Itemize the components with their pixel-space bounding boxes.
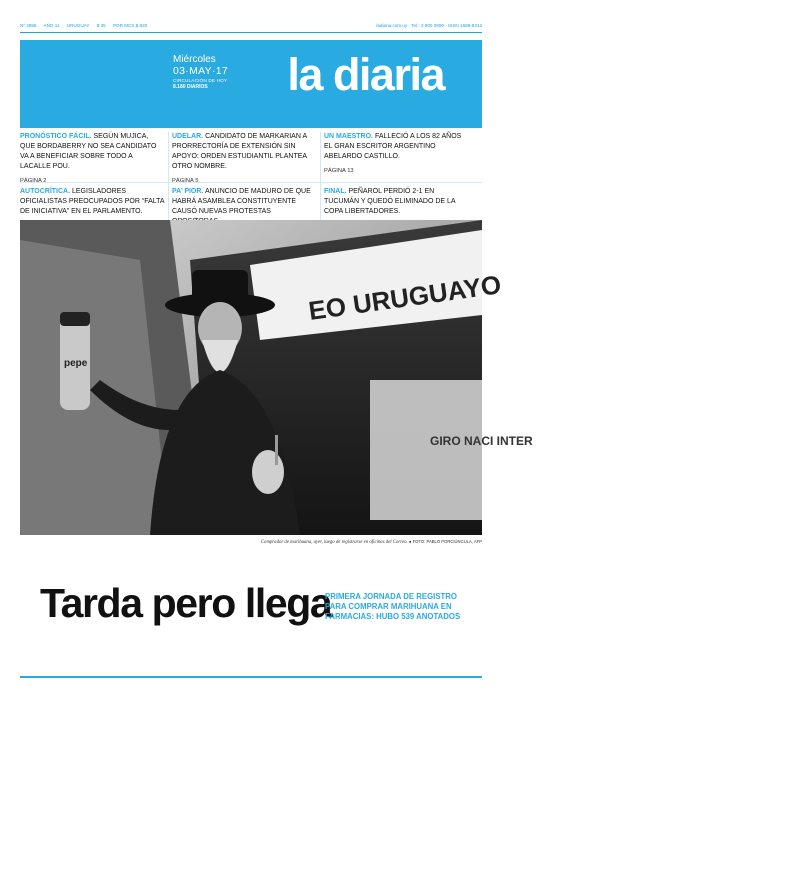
circulation-count: 8.180 DIARIOS xyxy=(173,84,208,90)
newspaper-front-page xyxy=(20,20,533,680)
photo-illustration xyxy=(20,220,533,535)
edition-number: Nº 2856 xyxy=(20,23,37,28)
photo-caption xyxy=(20,539,482,545)
window-text: GIRO NACI INTER xyxy=(430,434,533,448)
teaser-text: PEÑAROL PERDIÓ 2-1 EN TUCUMÁN Y QUEDÓ ELIMINADO DE LA COPA LIBERTADORES. xyxy=(324,188,456,215)
contact-line: ladiaria.com.uy · Tel.: 2 900 0800 · ISSN 1688-9312 xyxy=(376,23,482,28)
teaser-kicker: AUTOCRÍTICA. xyxy=(20,188,71,195)
teaser-kicker: UN MAESTRO. xyxy=(324,133,373,140)
edition-year: AÑO 11 xyxy=(43,23,60,28)
bottom-accent-bar xyxy=(20,676,482,678)
teaser-text: FALLECIÓ A LOS 82 AÑOS EL GRAN ESCRITOR ARGENTINO ABELARDO CASTILLO. xyxy=(324,133,462,160)
main-headline[interactable]: Tarda pero llega xyxy=(40,580,332,626)
edition-via: POR MCS $ 820 xyxy=(112,23,148,28)
edition-meta xyxy=(20,20,153,32)
teaser-kicker: PA’ PIOR. xyxy=(172,188,204,195)
teaser-text: CANDIDATO DE MARKARIAN A PRORRECTORÍA DE EXTENSIÓN SIN APOYO: ORDEN ESTUDIANTIL PLANTEA OTRO NOMBRE. xyxy=(172,133,307,170)
storefront-sign: EO URUGUAYO xyxy=(306,269,504,326)
date-block xyxy=(173,54,228,90)
weekday: Miércoles xyxy=(173,54,216,65)
teaser-text: LEGISLADORES OFICIALISTAS PREOCUPADOS POR “FALTA DE INICIATIVA” EN EL PARLAMENTO. xyxy=(20,188,165,215)
teaser-text: SEGÚN MUJICA, QUE BORDABERRY NO SEA CANDIDATO VA A BENEFICIAR SOBRE TODO A LACALLE POU. xyxy=(20,133,157,170)
thermos-label: pepe xyxy=(64,358,88,369)
newspaper-logo: la diaria xyxy=(287,49,444,100)
teaser-text: ANUNCIO DE MADURO DE QUE HABRÁ ASAMBLEA CONSTITUYENTE CAUSÓ NUEVAS PROTESTAS xyxy=(172,188,311,215)
caption-text: Comprador de marihuana, ayer, luego de registrarse en oficinas del Correo. xyxy=(260,540,408,545)
teaser-page: PÁGINA 13 xyxy=(324,168,354,174)
lead-photo[interactable] xyxy=(20,220,533,535)
teaser-page: PÁGINA 2 xyxy=(20,178,47,184)
teaser-page: PÁGINA 5 xyxy=(172,178,199,184)
teaser-kicker: FINAL. xyxy=(324,188,347,195)
teaser-kicker: PRONÓSTICO FÁCIL. xyxy=(20,133,92,140)
teaser-kicker: UDELAR. xyxy=(172,133,204,140)
photo-credit: ● FOTO: PABLO PORCIÚNCULA, AFP xyxy=(407,539,482,544)
circulation-label: CIRCULACIÓN DE HOY xyxy=(173,78,228,83)
edition-country: URUGUAY xyxy=(66,23,90,28)
subheadline: PRIMERA JORNADA DE REGISTRO PARA COMPRAR MARIHUANA EN FARMACIAS: HUBO 539 ANOTADOS xyxy=(325,592,461,621)
masthead-topline xyxy=(20,20,482,33)
edition-price: $ 35 xyxy=(96,23,106,28)
issue-date: 03·MAY·17 xyxy=(173,65,229,77)
